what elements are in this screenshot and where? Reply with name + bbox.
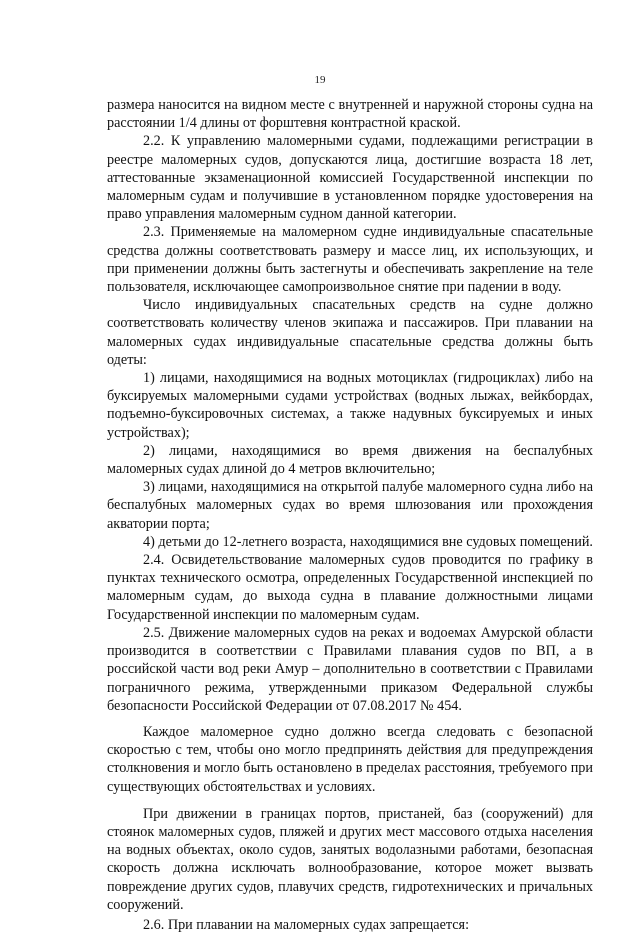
paragraph-continuation: размера наносится на видном месте с внутренней и наружной стороны судна на расстоянии 1/4 длины от форштевня контрастной краской. [107, 97, 593, 132]
paragraph-2-2: 2.2. К управлению маломерными судами, подлежащими регистрации в реестре маломерных судов, допускаются лица, достигшие возраста 18 лет, аттестованные экзаменационной комиссией Государственной инспекции по маломерным судам и получившие в установленном порядке удостоверения на право управления маломерным судном данной категории. [107, 133, 593, 223]
paragraph-safe-speed: Каждое маломерное судно должно всегда следовать с безопасной скоростью с тем, чтобы оно могло предпринять действия для предупреждения столкновения и могло быть остановлено в пределах расстояния, требуемого при существующих обстоятельствах и условиях. [107, 723, 593, 795]
paragraph-2-5: 2.5. Движение маломерных судов на реках и водоемах Амурской области производится в соответствии с Правилами плавания судов по ВП, а в российской части вод реки Амур – дополнительно в соответствии с Правилами пограничного режима, утвержденными приказом Федеральной службы безопасности Российской Федерации от 07.08.2017 № 454. [107, 624, 593, 714]
list-item-3: 3) лицами, находящимися на открытой палубе маломерного судна либо на беспалубных маломерных судах во время шлюзования или прохождения акватории порта; [107, 479, 593, 532]
paragraph-2-4: 2.4. Освидетельствование маломерных судов проводится по графику в пунктах технического осмотра, определенных Государственной инспекцией по маломерным судам, до выхода судна в плавание должностными лицами Государственной инспекции по маломерным судам. [107, 552, 593, 623]
paragraph-2-6: 2.6. При плавании на маломерных судах запрещается: [143, 916, 470, 933]
page-number: 19 [314, 74, 326, 86]
paragraph-life-saving-count: Число индивидуальных спасательных средств на судне должно соответствовать количеству членов экипажа и пассажиров. При плавании на маломерных судах индивидуальные спасательные средства должны быть одеты: [107, 297, 593, 368]
paragraph-port-movement: При движении в границах портов, пристаней, баз (сооружений) для стоянок маломерных судов, пляжей и других мест массового отдыха населения на водных объектах, около судов, занятых водолазными работами, безопасная скорость должна исключать волнообразование, которое может вызвать повреждение других судов, плавучих средств, гидротехнических и причальных сооружений. [107, 805, 593, 913]
list-item-4: 4) детьми до 12-летнего возраста, находящимися вне судовых помещений. [143, 533, 593, 550]
document-body [107, 96, 593, 934]
paragraph-2-3: 2.3. Применяемые на маломерном судне индивидуальные спасательные средства должны соответствовать размеру и массе лиц, их использующих, и при применении должны быть застегнуты и обеспечивать закрепление на теле пользователя, исключающее самопроизвольное снятие при падении в воду. [107, 224, 593, 296]
list-item-2: 2) лицами, находящимися во время движения на беспалубных маломерных судах длиной до 4 метров включительно; [107, 442, 593, 478]
list-item-1: 1) лицами, находящимися на водных мотоциклах (гидроциклах) либо на буксируемых маломерными судами устройствах (водных лыжах, вейкбордах, подъемно-буксировочных системах, а также надувных буксируемых и иных устройствах); [107, 370, 593, 441]
